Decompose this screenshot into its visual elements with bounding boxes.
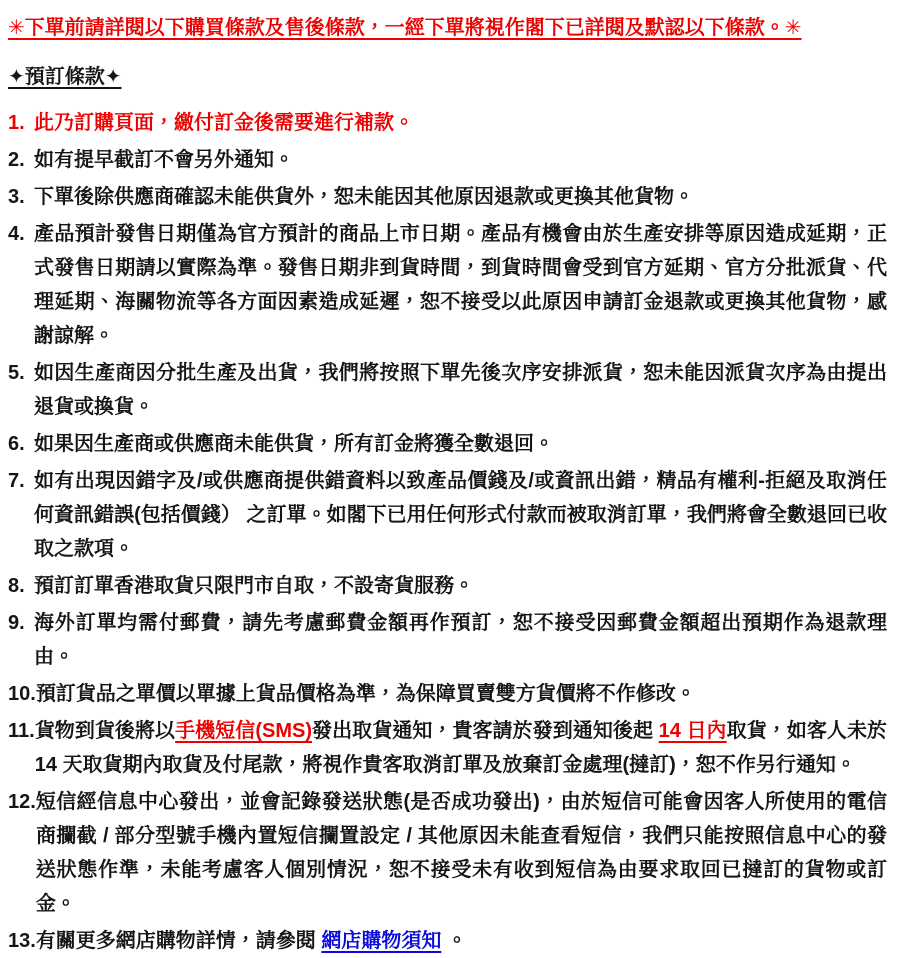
- term-text: [36, 924, 887, 958]
- term-number: 12.: [8, 791, 36, 813]
- term-segment: 短信經信息中心發出，並會記錄發送狀態(是否成功發出)，由於短信可能會因客人所使用的電信商攔截 / 部分型號手機內置短信攔置設定 / 其他原因未能查看短信，我們只能按照信息中心的發送狀態作準，未能考慮客人個別情況，恕不接受未有收到短信為由要求取回已撻訂的貨物或訂金。: [35, 791, 887, 915]
- term-segment: 海外訂單均需付郵費，請先考慮郵費金額再作預訂，恕不接受因郵費金額超出預期作為退款理由。: [34, 612, 887, 668]
- term-number: 10.: [8, 683, 36, 705]
- term-segment: 預訂貨品之單價以單據上貨品價格為準，為保障買賣雙方貨價將不作修改。: [35, 683, 696, 705]
- term-segment: 如因生產商因分批生產及出貨，我們將按照下單先後次序安排派貨，恕未能因派貨次序為由提出退貨或換貨。: [34, 362, 887, 418]
- term-segment: 發出取貨通知，貴客請於發到通知後起: [312, 720, 659, 742]
- term-segment: 。: [441, 930, 467, 952]
- term-segment: 手機短信(SMS): [175, 720, 312, 742]
- term-number: 6.: [8, 433, 25, 455]
- term-segment: 有關更多網店購物詳情，請參閱: [35, 930, 322, 952]
- term-text: [34, 217, 887, 353]
- term-item: [8, 217, 887, 353]
- term-number: 2.: [8, 149, 25, 171]
- term-text: [35, 714, 887, 782]
- term-item: [8, 427, 887, 461]
- section-title-preorder-terms: ✦預訂條款✦: [8, 66, 122, 88]
- term-text: [34, 606, 887, 674]
- term-item: [8, 677, 887, 711]
- term-number: 9.: [8, 612, 25, 634]
- term-segment: 如有出現因錯字及/或供應商提供錯資料以致產品價錢及/或資訊出錯，精品有權利-拒絕及取消任何資訊錯誤(包括價錢） 之訂單。如閣下已用任何形式付款而被取消訂單，我們將會全數退回已收取之款項。: [34, 470, 887, 560]
- term-segment: 貨物到貨後將以: [34, 720, 176, 742]
- shop-guide-link[interactable]: 網店購物須知: [321, 930, 442, 952]
- term-number: 11.: [8, 720, 35, 742]
- term-segment: 如果因生產商或供應商未能供貨，所有訂金將獲全數退回。: [34, 433, 554, 455]
- term-segment: 下單後除供應商確認未能供貨外，恕未能因其他原因退款或更換其他貨物。: [34, 186, 694, 208]
- term-segment: 預訂訂單香港取貨只限門市自取，不設寄貨服務。: [34, 575, 474, 597]
- term-item: [8, 180, 887, 214]
- term-text: [34, 180, 887, 214]
- term-item: [8, 569, 887, 603]
- term-text: [34, 464, 887, 566]
- term-number: 4.: [8, 223, 25, 245]
- term-number: 5.: [8, 362, 25, 384]
- terms-list: [8, 106, 887, 958]
- term-item: [8, 356, 887, 424]
- pre-order-warning-banner: ✳下單前請詳閱以下購買條款及售後條款，一經下單將視作閣下已詳閱及默認以下條款。✳: [8, 17, 802, 39]
- term-segment: 取貨，如客人未於 14 天取貨期內取貨及付尾款，將視作貴客取消訂單及放棄訂金處理(撻訂)，恕不作另行通知。: [34, 720, 888, 776]
- term-number: 8.: [8, 575, 25, 597]
- term-item: [8, 606, 887, 674]
- term-text: [34, 143, 887, 177]
- term-text: [34, 569, 887, 603]
- term-item: [8, 714, 887, 782]
- term-segment: 14 日內: [658, 720, 727, 742]
- term-text: [34, 356, 887, 424]
- term-text: [34, 106, 887, 140]
- term-segment: 此乃訂購頁面，繳付訂金後需要進行補款。: [34, 112, 414, 134]
- term-number: 3.: [8, 186, 25, 208]
- term-segment: 產品預計發售日期僅為官方預計的商品上市日期。產品有機會由於生產安排等原因造成延期，正式發售日期請以實際為準。發售日期非到貨時間，到貨時間會受到官方延期、官方分批派貨、代理延期、海關物流等各方面因素造成延遲，恕不接受以此原因申請訂金退款或更換其他貨物，感謝諒解。: [34, 223, 887, 347]
- term-text: [34, 427, 887, 461]
- term-item: [8, 924, 887, 958]
- term-item: [8, 106, 887, 140]
- term-item: [8, 785, 887, 921]
- term-number: 13.: [8, 930, 36, 952]
- term-number: 7.: [8, 470, 25, 492]
- term-item: [8, 464, 887, 566]
- term-number: 1.: [8, 112, 25, 134]
- term-item: [8, 143, 887, 177]
- term-text: [36, 785, 887, 921]
- term-segment: 如有提早截訂不會另外通知。: [34, 149, 294, 171]
- term-text: [36, 677, 887, 711]
